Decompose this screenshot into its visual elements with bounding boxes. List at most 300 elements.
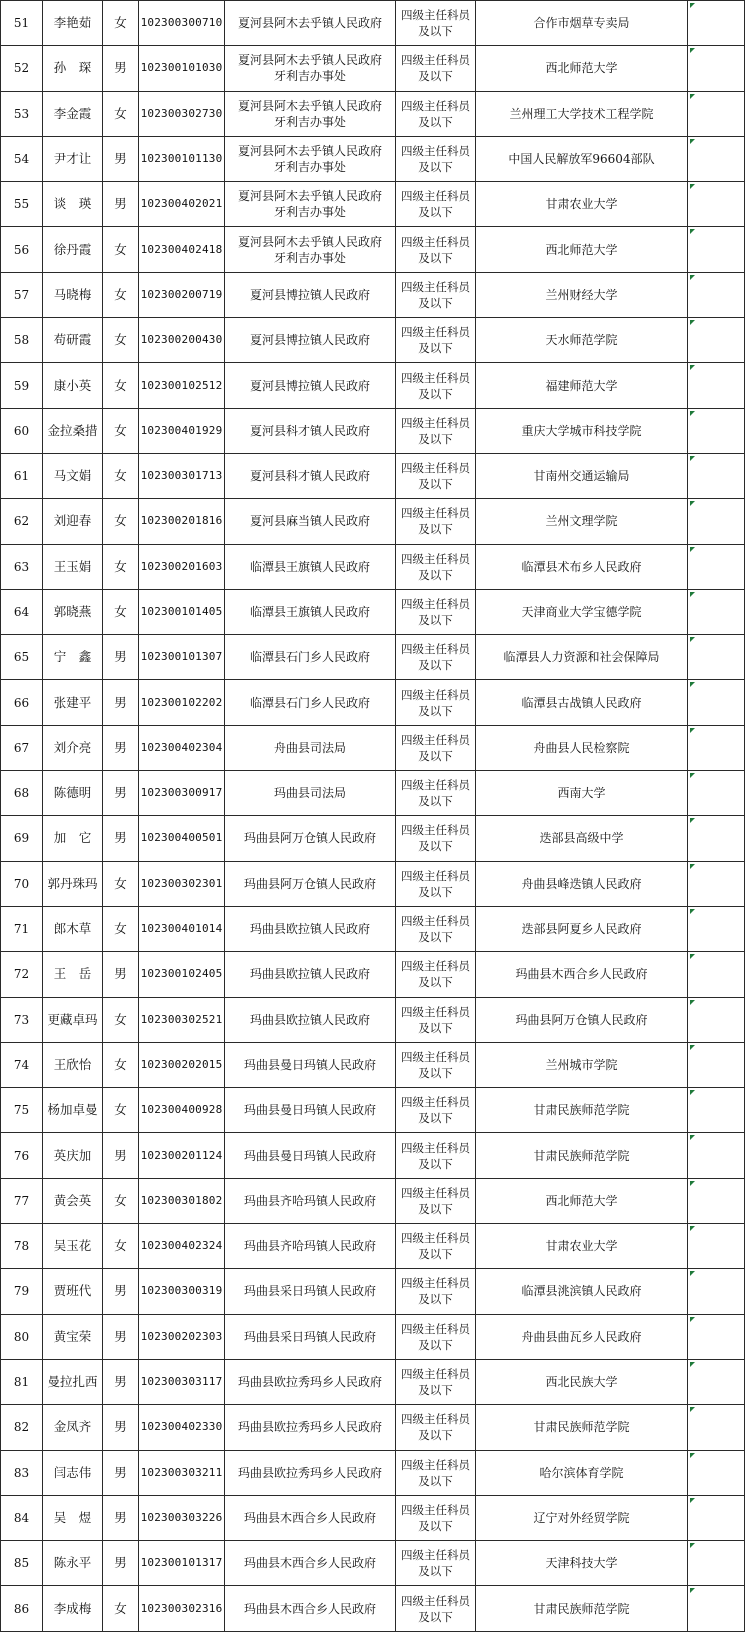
table-row <box>1 1042 745 1087</box>
position-level: 四级主任科员及以下 <box>396 952 476 997</box>
cell-comment-marker-icon <box>690 682 695 687</box>
table-row <box>1 1359 745 1404</box>
hiring-unit: 玛曲县欧拉秀玛乡人民政府 <box>225 1405 396 1450</box>
row-number: 52 <box>1 46 43 91</box>
hiring-unit: 玛曲县阿万仓镇人民政府 <box>225 816 396 861</box>
exam-number: 102300201124 <box>139 1133 225 1178</box>
cell-comment-marker-icon <box>690 1135 695 1140</box>
hiring-unit: 玛曲县欧拉秀玛乡人民政府 <box>225 1359 396 1404</box>
row-number: 65 <box>1 635 43 680</box>
row-number: 51 <box>1 1 43 46</box>
position-level: 四级主任科员及以下 <box>396 635 476 680</box>
candidate-name: 刘迎春 <box>43 499 103 544</box>
position-level: 四级主任科员及以下 <box>396 1133 476 1178</box>
hiring-unit: 夏河县阿木去乎镇人民政府牙利吉办事处 <box>225 182 396 227</box>
exam-number: 102300402304 <box>139 725 225 770</box>
table-row <box>1 1450 745 1495</box>
cell-comment-marker-icon <box>690 728 695 733</box>
table-row <box>1 363 745 408</box>
candidate-gender: 男 <box>103 816 139 861</box>
row-number: 59 <box>1 363 43 408</box>
row-number: 68 <box>1 771 43 816</box>
current-workplace: 兰州文理学院 <box>476 499 688 544</box>
row-number: 85 <box>1 1541 43 1586</box>
position-level: 四级主任科员及以下 <box>396 1042 476 1087</box>
table-row <box>1 861 745 906</box>
row-number: 58 <box>1 318 43 363</box>
table-row <box>1 91 745 136</box>
position-level: 四级主任科员及以下 <box>396 1314 476 1359</box>
table-row <box>1 816 745 861</box>
hiring-unit: 玛曲县采日玛镇人民政府 <box>225 1269 396 1314</box>
candidate-name: 杨加卓曼 <box>43 1088 103 1133</box>
position-level: 四级主任科员及以下 <box>396 1359 476 1404</box>
cell-comment-marker-icon <box>690 1317 695 1322</box>
remark-cell <box>688 771 745 816</box>
hiring-unit: 临潭县王旗镇人民政府 <box>225 589 396 634</box>
candidate-name: 康小英 <box>43 363 103 408</box>
remark-cell <box>688 1495 745 1540</box>
candidate-gender: 女 <box>103 861 139 906</box>
row-number: 60 <box>1 408 43 453</box>
table-row <box>1 725 745 770</box>
cell-comment-marker-icon <box>690 1000 695 1005</box>
table-row <box>1 906 745 951</box>
remark-cell <box>688 1133 745 1178</box>
remark-cell <box>688 952 745 997</box>
candidate-gender: 女 <box>103 1586 139 1631</box>
remark-cell <box>688 725 745 770</box>
hiring-unit: 夏河县科才镇人民政府 <box>225 408 396 453</box>
current-workplace: 中国人民解放军96604部队 <box>476 136 688 181</box>
position-level: 四级主任科员及以下 <box>396 182 476 227</box>
candidate-name: 李艳茹 <box>43 1 103 46</box>
exam-number: 102300301713 <box>139 453 225 498</box>
row-number: 62 <box>1 499 43 544</box>
candidate-name: 黄会英 <box>43 1178 103 1223</box>
position-level: 四级主任科员及以下 <box>396 272 476 317</box>
current-workplace: 甘肃民族师范学院 <box>476 1088 688 1133</box>
candidate-name: 英庆加 <box>43 1133 103 1178</box>
candidate-gender: 男 <box>103 635 139 680</box>
cell-comment-marker-icon <box>690 1543 695 1548</box>
candidate-gender: 男 <box>103 1405 139 1450</box>
candidate-name: 宁 鑫 <box>43 635 103 680</box>
candidate-name: 张建平 <box>43 680 103 725</box>
hiring-unit: 玛曲县木西合乡人民政府 <box>225 1541 396 1586</box>
current-workplace: 西北师范大学 <box>476 1178 688 1223</box>
candidate-gender: 女 <box>103 906 139 951</box>
cell-comment-marker-icon <box>690 818 695 823</box>
current-workplace: 甘肃民族师范学院 <box>476 1405 688 1450</box>
candidate-gender: 女 <box>103 227 139 272</box>
position-level: 四级主任科员及以下 <box>396 453 476 498</box>
cell-comment-marker-icon <box>690 139 695 144</box>
candidate-name: 陈德明 <box>43 771 103 816</box>
remark-cell <box>688 1178 745 1223</box>
table-row <box>1 1586 745 1631</box>
remark-cell <box>688 453 745 498</box>
exam-number: 102300402330 <box>139 1405 225 1450</box>
exam-number: 102300202303 <box>139 1314 225 1359</box>
current-workplace: 临潭县术布乡人民政府 <box>476 544 688 589</box>
current-workplace: 玛曲县阿万仓镇人民政府 <box>476 997 688 1042</box>
candidate-gender: 女 <box>103 1088 139 1133</box>
cell-comment-marker-icon <box>690 411 695 416</box>
exam-number: 102300301802 <box>139 1178 225 1223</box>
table-row <box>1 182 745 227</box>
hiring-unit: 玛曲县曼日玛镇人民政府 <box>225 1133 396 1178</box>
row-number: 79 <box>1 1269 43 1314</box>
row-number: 74 <box>1 1042 43 1087</box>
hiring-unit: 玛曲县欧拉镇人民政府 <box>225 906 396 951</box>
row-number: 78 <box>1 1224 43 1269</box>
exam-number: 102300300917 <box>139 771 225 816</box>
table-row <box>1 1314 745 1359</box>
candidate-gender: 男 <box>103 1133 139 1178</box>
candidate-gender: 男 <box>103 46 139 91</box>
current-workplace: 天津商业大学宝德学院 <box>476 589 688 634</box>
cell-comment-marker-icon <box>690 773 695 778</box>
current-workplace: 兰州城市学院 <box>476 1042 688 1087</box>
exam-number: 102300302316 <box>139 1586 225 1631</box>
table-row <box>1 453 745 498</box>
exam-number: 102300402021 <box>139 182 225 227</box>
cell-comment-marker-icon <box>690 1362 695 1367</box>
exam-number: 102300402418 <box>139 227 225 272</box>
candidate-gender: 男 <box>103 1314 139 1359</box>
candidate-gender: 女 <box>103 91 139 136</box>
row-number: 75 <box>1 1088 43 1133</box>
candidate-gender: 男 <box>103 725 139 770</box>
hiring-unit: 玛曲县曼日玛镇人民政府 <box>225 1042 396 1087</box>
candidate-gender: 女 <box>103 1224 139 1269</box>
remark-cell <box>688 46 745 91</box>
remark-cell <box>688 906 745 951</box>
candidate-name: 加 它 <box>43 816 103 861</box>
current-workplace: 甘南州交通运输局 <box>476 453 688 498</box>
table-row <box>1 1 745 46</box>
table-row <box>1 544 745 589</box>
cell-comment-marker-icon <box>690 1498 695 1503</box>
candidate-gender: 女 <box>103 589 139 634</box>
candidate-gender: 男 <box>103 1541 139 1586</box>
cell-comment-marker-icon <box>690 365 695 370</box>
position-level: 四级主任科员及以下 <box>396 499 476 544</box>
remark-cell <box>688 227 745 272</box>
row-number: 72 <box>1 952 43 997</box>
candidate-gender: 女 <box>103 499 139 544</box>
current-workplace: 甘肃民族师范学院 <box>476 1133 688 1178</box>
hiring-unit: 玛曲县木西合乡人民政府 <box>225 1495 396 1540</box>
cell-comment-marker-icon <box>690 456 695 461</box>
candidate-gender: 男 <box>103 182 139 227</box>
position-level: 四级主任科员及以下 <box>396 861 476 906</box>
candidate-name: 更藏卓玛 <box>43 997 103 1042</box>
row-number: 83 <box>1 1450 43 1495</box>
current-workplace: 西北师范大学 <box>476 46 688 91</box>
exam-number: 102300102405 <box>139 952 225 997</box>
hiring-unit: 夏河县阿木去乎镇人民政府牙利吉办事处 <box>225 227 396 272</box>
candidate-name: 谈 瑛 <box>43 182 103 227</box>
position-level: 四级主任科员及以下 <box>396 544 476 589</box>
candidate-gender: 女 <box>103 1 139 46</box>
remark-cell <box>688 680 745 725</box>
table-row <box>1 680 745 725</box>
table-row <box>1 1269 745 1314</box>
current-workplace: 舟曲县人民检察院 <box>476 725 688 770</box>
candidate-gender: 男 <box>103 771 139 816</box>
candidate-gender: 男 <box>103 952 139 997</box>
position-level: 四级主任科员及以下 <box>396 408 476 453</box>
current-workplace: 甘肃民族师范学院 <box>476 1586 688 1631</box>
hiring-unit: 玛曲县司法局 <box>225 771 396 816</box>
cell-comment-marker-icon <box>690 48 695 53</box>
exam-number: 102300200430 <box>139 318 225 363</box>
exam-number: 102300401929 <box>139 408 225 453</box>
position-level: 四级主任科员及以下 <box>396 1 476 46</box>
exam-number: 102300302521 <box>139 997 225 1042</box>
remark-cell <box>688 182 745 227</box>
cell-comment-marker-icon <box>690 94 695 99</box>
position-level: 四级主任科员及以下 <box>396 318 476 363</box>
candidate-gender: 女 <box>103 408 139 453</box>
table-row <box>1 1224 745 1269</box>
cell-comment-marker-icon <box>690 954 695 959</box>
table-row <box>1 589 745 634</box>
current-workplace: 甘肃农业大学 <box>476 1224 688 1269</box>
candidate-name: 曼拉扎西 <box>43 1359 103 1404</box>
hiring-unit: 临潭县石门乡人民政府 <box>225 635 396 680</box>
cell-comment-marker-icon <box>690 275 695 280</box>
cell-comment-marker-icon <box>690 1045 695 1050</box>
remark-cell <box>688 1042 745 1087</box>
hiring-unit: 玛曲县齐哈玛镇人民政府 <box>225 1178 396 1223</box>
position-level: 四级主任科员及以下 <box>396 136 476 181</box>
candidate-name: 郭丹珠玛 <box>43 861 103 906</box>
remark-cell <box>688 136 745 181</box>
cell-comment-marker-icon <box>690 864 695 869</box>
exam-number: 102300303117 <box>139 1359 225 1404</box>
position-level: 四级主任科员及以下 <box>396 906 476 951</box>
candidate-name: 金凤齐 <box>43 1405 103 1450</box>
current-workplace: 西北民族大学 <box>476 1359 688 1404</box>
position-level: 四级主任科员及以下 <box>396 227 476 272</box>
position-level: 四级主任科员及以下 <box>396 1224 476 1269</box>
remark-cell <box>688 1586 745 1631</box>
remark-cell <box>688 816 745 861</box>
candidate-gender: 女 <box>103 363 139 408</box>
remark-cell <box>688 1269 745 1314</box>
candidate-gender: 女 <box>103 997 139 1042</box>
current-workplace: 兰州财经大学 <box>476 272 688 317</box>
exam-number: 102300401014 <box>139 906 225 951</box>
remark-cell <box>688 363 745 408</box>
candidate-gender: 男 <box>103 680 139 725</box>
position-level: 四级主任科员及以下 <box>396 816 476 861</box>
position-level: 四级主任科员及以下 <box>396 725 476 770</box>
exam-number: 102300101405 <box>139 589 225 634</box>
row-number: 82 <box>1 1405 43 1450</box>
candidate-name: 郭晓燕 <box>43 589 103 634</box>
position-level: 四级主任科员及以下 <box>396 1450 476 1495</box>
remark-cell <box>688 1405 745 1450</box>
exam-number: 102300101307 <box>139 635 225 680</box>
exam-number: 102300302301 <box>139 861 225 906</box>
table-row <box>1 1133 745 1178</box>
row-number: 66 <box>1 680 43 725</box>
position-level: 四级主任科员及以下 <box>396 1586 476 1631</box>
hiring-unit: 夏河县博拉镇人民政府 <box>225 272 396 317</box>
remark-cell <box>688 1224 745 1269</box>
candidate-gender: 女 <box>103 272 139 317</box>
exam-number: 102300201603 <box>139 544 225 589</box>
hiring-unit: 夏河县阿木去乎镇人民政府牙利吉办事处 <box>225 91 396 136</box>
cell-comment-marker-icon <box>690 1181 695 1186</box>
cell-comment-marker-icon <box>690 1226 695 1231</box>
row-number: 81 <box>1 1359 43 1404</box>
candidate-gender: 女 <box>103 318 139 363</box>
position-level: 四级主任科员及以下 <box>396 1178 476 1223</box>
remark-cell <box>688 1314 745 1359</box>
current-workplace: 舟曲县曲瓦乡人民政府 <box>476 1314 688 1359</box>
candidate-gender: 女 <box>103 1178 139 1223</box>
row-number: 84 <box>1 1495 43 1540</box>
exam-number: 102300400501 <box>139 816 225 861</box>
table-row <box>1 635 745 680</box>
table-row <box>1 1405 745 1450</box>
table-row <box>1 1541 745 1586</box>
row-number: 56 <box>1 227 43 272</box>
candidate-name: 马文娟 <box>43 453 103 498</box>
hiring-unit: 玛曲县采日玛镇人民政府 <box>225 1314 396 1359</box>
position-level: 四级主任科员及以下 <box>396 680 476 725</box>
exam-number: 102300201816 <box>139 499 225 544</box>
position-level: 四级主任科员及以下 <box>396 1495 476 1540</box>
current-workplace: 临潭县古战镇人民政府 <box>476 680 688 725</box>
current-workplace: 哈尔滨体育学院 <box>476 1450 688 1495</box>
hiring-unit: 临潭县王旗镇人民政府 <box>225 544 396 589</box>
exam-number: 102300101130 <box>139 136 225 181</box>
row-number: 86 <box>1 1586 43 1631</box>
current-workplace: 合作市烟草专卖局 <box>476 1 688 46</box>
remark-cell <box>688 1450 745 1495</box>
remark-cell <box>688 1088 745 1133</box>
candidate-name: 郎木草 <box>43 906 103 951</box>
table-row <box>1 136 745 181</box>
hiring-unit: 玛曲县欧拉镇人民政府 <box>225 952 396 997</box>
row-number: 67 <box>1 725 43 770</box>
cell-comment-marker-icon <box>690 3 695 8</box>
current-workplace: 重庆大学城市科技学院 <box>476 408 688 453</box>
table-row <box>1 771 745 816</box>
candidate-name: 王欣怡 <box>43 1042 103 1087</box>
candidate-name: 吴玉花 <box>43 1224 103 1269</box>
remark-cell <box>688 1 745 46</box>
remark-cell <box>688 91 745 136</box>
candidate-name: 李成梅 <box>43 1586 103 1631</box>
row-number: 63 <box>1 544 43 589</box>
hiring-unit: 玛曲县欧拉秀玛乡人民政府 <box>225 1450 396 1495</box>
remark-cell <box>688 499 745 544</box>
remark-cell <box>688 544 745 589</box>
exam-number: 102300400928 <box>139 1088 225 1133</box>
candidate-name: 苟研霞 <box>43 318 103 363</box>
table-row <box>1 952 745 997</box>
position-level: 四级主任科员及以下 <box>396 1269 476 1314</box>
position-level: 四级主任科员及以下 <box>396 589 476 634</box>
candidate-gender: 男 <box>103 1495 139 1540</box>
candidate-name: 贾班代 <box>43 1269 103 1314</box>
current-workplace: 福建师范大学 <box>476 363 688 408</box>
candidate-gender: 男 <box>103 1269 139 1314</box>
table-row <box>1 227 745 272</box>
cell-comment-marker-icon <box>690 184 695 189</box>
row-number: 76 <box>1 1133 43 1178</box>
table-row <box>1 1178 745 1223</box>
position-level: 四级主任科员及以下 <box>396 46 476 91</box>
row-number: 64 <box>1 589 43 634</box>
position-level: 四级主任科员及以下 <box>396 1541 476 1586</box>
current-workplace: 临潭县洮滨镇人民政府 <box>476 1269 688 1314</box>
hiring-unit: 夏河县科才镇人民政府 <box>225 453 396 498</box>
candidate-name: 尹才让 <box>43 136 103 181</box>
table-row <box>1 408 745 453</box>
exam-number: 102300101317 <box>139 1541 225 1586</box>
cell-comment-marker-icon <box>690 1407 695 1412</box>
remark-cell <box>688 272 745 317</box>
cell-comment-marker-icon <box>690 1090 695 1095</box>
remark-cell <box>688 635 745 680</box>
cell-comment-marker-icon <box>690 637 695 642</box>
candidate-name: 李金霞 <box>43 91 103 136</box>
candidate-name: 金拉桑措 <box>43 408 103 453</box>
candidate-name: 王 岳 <box>43 952 103 997</box>
position-level: 四级主任科员及以下 <box>396 1088 476 1133</box>
current-workplace: 辽宁对外经贸学院 <box>476 1495 688 1540</box>
candidate-gender: 男 <box>103 136 139 181</box>
row-number: 73 <box>1 997 43 1042</box>
hiring-unit: 玛曲县齐哈玛镇人民政府 <box>225 1224 396 1269</box>
cell-comment-marker-icon <box>690 501 695 506</box>
candidate-name: 马晓梅 <box>43 272 103 317</box>
row-number: 54 <box>1 136 43 181</box>
hiring-unit: 玛曲县曼日玛镇人民政府 <box>225 1088 396 1133</box>
candidate-name: 孙 琛 <box>43 46 103 91</box>
cell-comment-marker-icon <box>690 547 695 552</box>
candidate-name: 黄宝荣 <box>43 1314 103 1359</box>
exam-number: 102300303211 <box>139 1450 225 1495</box>
candidate-name: 陈永平 <box>43 1541 103 1586</box>
candidate-name: 吴 煜 <box>43 1495 103 1540</box>
exam-number: 102300402324 <box>139 1224 225 1269</box>
exam-number: 102300300319 <box>139 1269 225 1314</box>
row-number: 69 <box>1 816 43 861</box>
hiring-unit: 夏河县麻当镇人民政府 <box>225 499 396 544</box>
row-number: 55 <box>1 182 43 227</box>
hiring-unit: 夏河县阿木去乎镇人民政府牙利吉办事处 <box>225 136 396 181</box>
exam-number: 102300101030 <box>139 46 225 91</box>
current-workplace: 甘肃农业大学 <box>476 182 688 227</box>
hiring-unit: 玛曲县木西合乡人民政府 <box>225 1586 396 1631</box>
row-number: 77 <box>1 1178 43 1223</box>
cell-comment-marker-icon <box>690 1588 695 1593</box>
current-workplace: 天津科技大学 <box>476 1541 688 1586</box>
exam-number: 102300102202 <box>139 680 225 725</box>
table-row <box>1 997 745 1042</box>
candidate-gender: 女 <box>103 453 139 498</box>
candidate-name: 王玉娟 <box>43 544 103 589</box>
